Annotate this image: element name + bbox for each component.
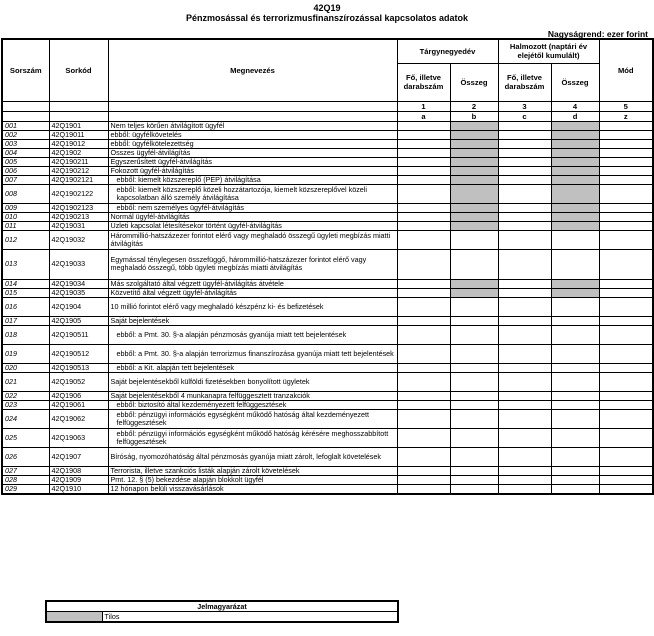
disabled-cell — [551, 221, 599, 230]
row-name: Pmt. 12. § (5) bekezdése alapján blokkolt ügyfél — [108, 475, 397, 484]
table-row — [2, 230, 653, 249]
value-cell[interactable] — [551, 447, 599, 466]
row-code: 42Q19033 — [49, 249, 108, 279]
disabled-cell — [551, 279, 599, 288]
value-cell[interactable] — [599, 212, 653, 221]
value-cell[interactable] — [498, 175, 551, 184]
value-cell[interactable] — [498, 344, 551, 363]
row-number: 026 — [2, 447, 49, 466]
row-name: Üzleti kapcsolat létesítésekor történt ügyfél-átvilágítás — [108, 221, 397, 230]
row-name: ebből: pénzügyi információs egységként működő hatóság által kezdeményezett felfüggesztések — [108, 409, 397, 428]
table-row — [2, 400, 653, 409]
col-num-blank — [49, 101, 108, 111]
value-cell[interactable] — [498, 400, 551, 409]
value-cell[interactable] — [397, 475, 450, 484]
disabled-cell — [551, 203, 599, 212]
value-cell[interactable] — [450, 325, 498, 344]
table-row — [2, 148, 653, 157]
col-letter: b — [450, 111, 498, 121]
value-cell[interactable] — [498, 249, 551, 279]
disabled-cell — [450, 212, 498, 221]
value-cell[interactable] — [498, 221, 551, 230]
value-cell[interactable] — [551, 249, 599, 279]
value-cell[interactable] — [397, 175, 450, 184]
table-row — [2, 279, 653, 288]
value-cell[interactable] — [599, 230, 653, 249]
col-letter-blank — [2, 111, 49, 121]
legend-swatch — [46, 612, 102, 623]
value-cell[interactable] — [450, 363, 498, 372]
row-number: 029 — [2, 484, 49, 494]
value-cell[interactable] — [450, 297, 498, 316]
value-cell[interactable] — [397, 184, 450, 203]
value-cell[interactable] — [450, 391, 498, 400]
row-code: 42Q190511 — [49, 325, 108, 344]
value-cell[interactable] — [498, 157, 551, 166]
value-cell[interactable] — [397, 230, 450, 249]
value-cell[interactable] — [450, 344, 498, 363]
row-number: 027 — [2, 466, 49, 475]
value-cell[interactable] — [599, 288, 653, 297]
disabled-cell — [551, 212, 599, 221]
col-letter: z — [599, 111, 653, 121]
col-letter-blank — [49, 111, 108, 121]
disabled-cell — [551, 157, 599, 166]
row-code: 42Q1902122 — [49, 184, 108, 203]
table-row — [2, 203, 653, 212]
col-num-blank — [108, 101, 397, 111]
col-letter: d — [551, 111, 599, 121]
row-name: ebből: biztosító által kezdeményezett felfüggesztések — [108, 400, 397, 409]
value-cell[interactable] — [450, 466, 498, 475]
row-number: 007 — [2, 175, 49, 184]
row-number: 008 — [2, 184, 49, 203]
row-code: 42Q19063 — [49, 428, 108, 447]
value-cell[interactable] — [599, 249, 653, 279]
value-cell[interactable] — [498, 447, 551, 466]
disabled-cell — [450, 166, 498, 175]
value-cell[interactable] — [599, 447, 653, 466]
col-header-osszeg-1: Összeg — [450, 63, 498, 101]
value-cell[interactable] — [599, 466, 653, 475]
row-number: 013 — [2, 249, 49, 279]
row-number: 009 — [2, 203, 49, 212]
row-code: 42Q1901 — [49, 121, 108, 130]
row-name: Normál ügyfél-átvilágítás — [108, 212, 397, 221]
table-row — [2, 139, 653, 148]
value-cell[interactable] — [551, 475, 599, 484]
col-header-targynegyedev: Tárgynegyedév — [397, 39, 498, 63]
row-code: 42Q1902121 — [49, 175, 108, 184]
row-code: 42Q19052 — [49, 372, 108, 391]
value-cell[interactable] — [397, 130, 450, 139]
row-number: 010 — [2, 212, 49, 221]
row-name: Egyszerűsített ügyfél-átvilágítás — [108, 157, 397, 166]
value-cell[interactable] — [498, 288, 551, 297]
value-cell[interactable] — [397, 249, 450, 279]
value-cell[interactable] — [551, 400, 599, 409]
value-cell[interactable] — [551, 297, 599, 316]
value-cell[interactable] — [599, 316, 653, 325]
row-code: 42Q19011 — [49, 130, 108, 139]
row-number: 014 — [2, 279, 49, 288]
row-name: ebből: pénzügyi információs egységként működő hatóság kérésére meghosszabbított felfüggesztések — [108, 428, 397, 447]
row-number: 024 — [2, 409, 49, 428]
row-number: 015 — [2, 288, 49, 297]
table-row — [2, 130, 653, 139]
unit-label: Nagyságrend: ezer forint — [547, 29, 648, 39]
col-header-fo-1: Fő, illetve darabszám — [397, 63, 450, 101]
value-cell[interactable] — [397, 484, 450, 494]
row-code: 42Q19035 — [49, 288, 108, 297]
value-cell[interactable] — [397, 279, 450, 288]
value-cell[interactable] — [551, 428, 599, 447]
table-row — [2, 175, 653, 184]
table-row — [2, 212, 653, 221]
form-code: 42Q19 — [313, 3, 341, 13]
row-name: Saját bejelentésekből külföldi fizetésekben bonyolított ügyletek — [108, 372, 397, 391]
value-cell[interactable] — [599, 221, 653, 230]
value-cell[interactable] — [450, 230, 498, 249]
value-cell[interactable] — [551, 409, 599, 428]
row-number: 018 — [2, 325, 49, 344]
row-name: Nem teljes körűen átvilágított ügyfél — [108, 121, 397, 130]
col-num-blank — [2, 101, 49, 111]
col-letter: c — [498, 111, 551, 121]
value-cell[interactable] — [599, 148, 653, 157]
disabled-cell — [450, 288, 498, 297]
value-cell[interactable] — [599, 363, 653, 372]
table-row — [2, 297, 653, 316]
table-row — [2, 288, 653, 297]
value-cell[interactable] — [397, 372, 450, 391]
value-cell[interactable] — [397, 316, 450, 325]
row-code: 42Q19034 — [49, 279, 108, 288]
col-num: 3 — [498, 101, 551, 111]
table-row — [2, 372, 653, 391]
row-code: 42Q19061 — [49, 400, 108, 409]
row-name: ebből: a Pmt. 30. §-a alapján pénzmosás gyanúja miatt tett bejelentések — [108, 325, 397, 344]
value-cell[interactable] — [599, 157, 653, 166]
value-cell[interactable] — [599, 372, 653, 391]
row-number: 025 — [2, 428, 49, 447]
row-number: 017 — [2, 316, 49, 325]
disabled-cell — [450, 157, 498, 166]
value-cell[interactable] — [599, 184, 653, 203]
value-cell[interactable] — [450, 400, 498, 409]
value-cell[interactable] — [498, 166, 551, 175]
value-cell[interactable] — [498, 325, 551, 344]
value-cell[interactable] — [450, 249, 498, 279]
row-name: ebből: kiemelt közszereplő közeli hozzátartozója, kiemelt közszereplővel közeli kapcsolatban álló személy átvilágítása — [108, 184, 397, 203]
row-number: 021 — [2, 372, 49, 391]
row-code: 42Q1905 — [49, 316, 108, 325]
table-row — [2, 221, 653, 230]
value-cell[interactable] — [397, 325, 450, 344]
col-header-sorkod: Sorkód — [49, 39, 108, 101]
row-name: Közvetítő által végzett ügyfél-átvilágítás — [108, 288, 397, 297]
row-name: ebből: a Pmt. 30. §-a alapján terrorizmus finanszírozása gyanúja miatt tett bejelentések — [108, 344, 397, 363]
value-cell[interactable] — [599, 166, 653, 175]
value-cell[interactable] — [599, 325, 653, 344]
disabled-cell — [450, 139, 498, 148]
value-cell[interactable] — [498, 203, 551, 212]
row-name: Fokozott ügyfél-átvilágítás — [108, 166, 397, 175]
value-cell[interactable] — [599, 428, 653, 447]
value-cell[interactable] — [397, 400, 450, 409]
value-cell[interactable] — [599, 130, 653, 139]
disabled-cell — [450, 148, 498, 157]
value-cell[interactable] — [450, 428, 498, 447]
row-name: Egymással ténylegesen összefüggő, hárommillió-hatszázezer forintot elérő vagy meghaladó összegű, több ügyleti megbízás miatti átvilágítás — [108, 249, 397, 279]
disabled-cell — [450, 221, 498, 230]
disabled-cell — [551, 184, 599, 203]
disabled-cell — [450, 203, 498, 212]
table-row — [2, 447, 653, 466]
col-num: 4 — [551, 101, 599, 111]
table-row — [2, 409, 653, 428]
legend-label: Tilos — [102, 612, 398, 623]
disabled-cell — [551, 166, 599, 175]
row-name: ebből: nem személyes ügyfél-átvilágítás — [108, 203, 397, 212]
row-number: 005 — [2, 157, 49, 166]
row-number: 022 — [2, 391, 49, 400]
row-name: Összes ügyfél-átvilágítás — [108, 148, 397, 157]
row-name: Hárommillió-hatszázezer forintot elérő vagy meghaladó összegű ügyleti megbízás miatti átvilágítás — [108, 230, 397, 249]
value-cell[interactable] — [599, 400, 653, 409]
value-cell[interactable] — [599, 279, 653, 288]
table-row — [2, 466, 653, 475]
value-cell[interactable] — [397, 139, 450, 148]
value-cell[interactable] — [551, 372, 599, 391]
data-table — [1, 38, 654, 495]
value-cell[interactable] — [450, 484, 498, 494]
value-cell[interactable] — [397, 121, 450, 130]
value-cell[interactable] — [498, 428, 551, 447]
row-code: 42Q19031 — [49, 221, 108, 230]
value-cell[interactable] — [397, 409, 450, 428]
row-code: 42Q190211 — [49, 157, 108, 166]
disabled-cell — [450, 279, 498, 288]
disabled-cell — [551, 148, 599, 157]
value-cell[interactable] — [599, 409, 653, 428]
table-row — [2, 428, 653, 447]
row-number: 006 — [2, 166, 49, 175]
value-cell[interactable] — [397, 447, 450, 466]
value-cell[interactable] — [397, 157, 450, 166]
value-cell[interactable] — [551, 391, 599, 400]
col-header-mod: Mód — [599, 39, 653, 101]
value-cell[interactable] — [498, 121, 551, 130]
disabled-cell — [551, 175, 599, 184]
value-cell[interactable] — [397, 363, 450, 372]
value-cell[interactable] — [599, 121, 653, 130]
value-cell[interactable] — [397, 288, 450, 297]
value-cell[interactable] — [397, 344, 450, 363]
disabled-cell — [551, 121, 599, 130]
value-cell[interactable] — [397, 221, 450, 230]
disabled-cell — [551, 139, 599, 148]
row-name: Terrorista, illetve szankciós listák alapján zárolt követelések — [108, 466, 397, 475]
table-row — [2, 475, 653, 484]
table-row — [2, 325, 653, 344]
col-header-halmozott: Halmozott (naptári év elejétől kumulált) — [498, 39, 599, 63]
row-code: 42Q1902123 — [49, 203, 108, 212]
row-number: 020 — [2, 363, 49, 372]
row-number: 003 — [2, 139, 49, 148]
value-cell[interactable] — [397, 203, 450, 212]
row-code: 42Q1908 — [49, 466, 108, 475]
value-cell[interactable] — [450, 475, 498, 484]
col-num: 2 — [450, 101, 498, 111]
value-cell[interactable] — [498, 372, 551, 391]
value-cell[interactable] — [551, 230, 599, 249]
col-header-megnevezes: Megnevezés — [108, 39, 397, 101]
table-row — [2, 391, 653, 400]
table-body — [2, 121, 653, 494]
value-cell[interactable] — [498, 475, 551, 484]
value-cell[interactable] — [450, 316, 498, 325]
value-cell[interactable] — [599, 139, 653, 148]
value-cell[interactable] — [450, 447, 498, 466]
disabled-cell — [551, 130, 599, 139]
value-cell[interactable] — [551, 344, 599, 363]
value-cell[interactable] — [498, 279, 551, 288]
value-cell[interactable] — [599, 475, 653, 484]
disabled-cell — [450, 175, 498, 184]
row-code: 42Q1909 — [49, 475, 108, 484]
value-cell[interactable] — [498, 139, 551, 148]
row-code: 42Q1907 — [49, 447, 108, 466]
value-cell[interactable] — [551, 316, 599, 325]
value-cell[interactable] — [498, 297, 551, 316]
value-cell[interactable] — [498, 409, 551, 428]
table-row — [2, 316, 653, 325]
value-cell[interactable] — [450, 409, 498, 428]
row-code: 42Q190513 — [49, 363, 108, 372]
value-cell[interactable] — [397, 391, 450, 400]
row-number: 004 — [2, 148, 49, 157]
table-row — [2, 157, 653, 166]
value-cell[interactable] — [498, 230, 551, 249]
disabled-cell — [551, 288, 599, 297]
row-number: 011 — [2, 221, 49, 230]
row-name: Más szolgáltató által végzett ügyfél-átvilágítás átvétele — [108, 279, 397, 288]
value-cell[interactable] — [498, 391, 551, 400]
row-name: 12 hónapon belüli visszavásárlások — [108, 484, 397, 494]
table-row — [2, 121, 653, 130]
row-number: 016 — [2, 297, 49, 316]
row-code: 42Q19032 — [49, 230, 108, 249]
value-cell[interactable] — [551, 363, 599, 372]
row-code: 42Q190512 — [49, 344, 108, 363]
col-header-sorszam: Sorszám — [2, 39, 49, 101]
row-code: 42Q1904 — [49, 297, 108, 316]
table-row — [2, 249, 653, 279]
value-cell[interactable] — [498, 212, 551, 221]
row-name: ebből: ügyfélkötelezettség — [108, 139, 397, 148]
col-num: 1 — [397, 101, 450, 111]
col-header-fo-2: Fő, illetve darabszám — [498, 63, 551, 101]
col-letter-blank — [108, 111, 397, 121]
value-cell[interactable] — [498, 148, 551, 157]
row-name: Bíróság, nyomozóhatóság által pénzmosás gyanúja miatt zárolt, lefoglalt követelések — [108, 447, 397, 466]
row-number: 001 — [2, 121, 49, 130]
row-number: 028 — [2, 475, 49, 484]
table-row — [2, 344, 653, 363]
col-letter: a — [397, 111, 450, 121]
row-number: 002 — [2, 130, 49, 139]
value-cell[interactable] — [498, 484, 551, 494]
row-number: 019 — [2, 344, 49, 363]
row-number: 012 — [2, 230, 49, 249]
value-cell[interactable] — [599, 344, 653, 363]
row-code: 42Q190213 — [49, 212, 108, 221]
col-header-osszeg-2: Összeg — [551, 63, 599, 101]
legend — [45, 600, 399, 623]
row-name: ebből: a Kit. alapján tett bejelentések — [108, 363, 397, 372]
value-cell[interactable] — [498, 466, 551, 475]
row-name: ebből: ügyfélkövetelés — [108, 130, 397, 139]
value-cell[interactable] — [599, 203, 653, 212]
value-cell[interactable] — [397, 166, 450, 175]
row-code: 42Q19012 — [49, 139, 108, 148]
row-code: 42Q1906 — [49, 391, 108, 400]
value-cell[interactable] — [551, 325, 599, 344]
row-code: 42Q1902 — [49, 148, 108, 157]
value-cell[interactable] — [397, 428, 450, 447]
value-cell[interactable] — [498, 130, 551, 139]
row-name: Saját bejelentések — [108, 316, 397, 325]
value-cell[interactable] — [599, 297, 653, 316]
page-title: Pénzmosással és terrorizmusfinanszírozással kapcsolatos adatok — [185, 13, 469, 23]
row-name: 10 millió forintot elérő vagy meghaladó készpénz ki- és befizetések — [108, 297, 397, 316]
value-cell[interactable] — [551, 484, 599, 494]
value-cell[interactable] — [397, 212, 450, 221]
legend-title: Jelmagyarázat — [46, 601, 398, 612]
row-code: 42Q19062 — [49, 409, 108, 428]
value-cell[interactable] — [397, 148, 450, 157]
row-name: ebből: kiemelt közszereplő (PEP) átvilágítása — [108, 175, 397, 184]
row-number: 023 — [2, 400, 49, 409]
disabled-cell — [450, 121, 498, 130]
value-cell[interactable] — [599, 484, 653, 494]
value-cell[interactable] — [551, 466, 599, 475]
value-cell[interactable] — [397, 466, 450, 475]
table-row — [2, 184, 653, 203]
value-cell[interactable] — [498, 184, 551, 203]
value-cell[interactable] — [498, 316, 551, 325]
value-cell[interactable] — [450, 372, 498, 391]
disabled-cell — [450, 130, 498, 139]
value-cell[interactable] — [397, 297, 450, 316]
value-cell[interactable] — [498, 363, 551, 372]
table-row — [2, 166, 653, 175]
table-row — [2, 484, 653, 494]
table-row — [2, 363, 653, 372]
value-cell[interactable] — [599, 391, 653, 400]
disabled-cell — [450, 184, 498, 203]
row-code: 42Q190212 — [49, 166, 108, 175]
row-code: 42Q1910 — [49, 484, 108, 494]
row-name: Saját bejelentésekből 4 munkanapra felfüggesztett tranzakciók — [108, 391, 397, 400]
col-num: 5 — [599, 101, 653, 111]
value-cell[interactable] — [599, 175, 653, 184]
